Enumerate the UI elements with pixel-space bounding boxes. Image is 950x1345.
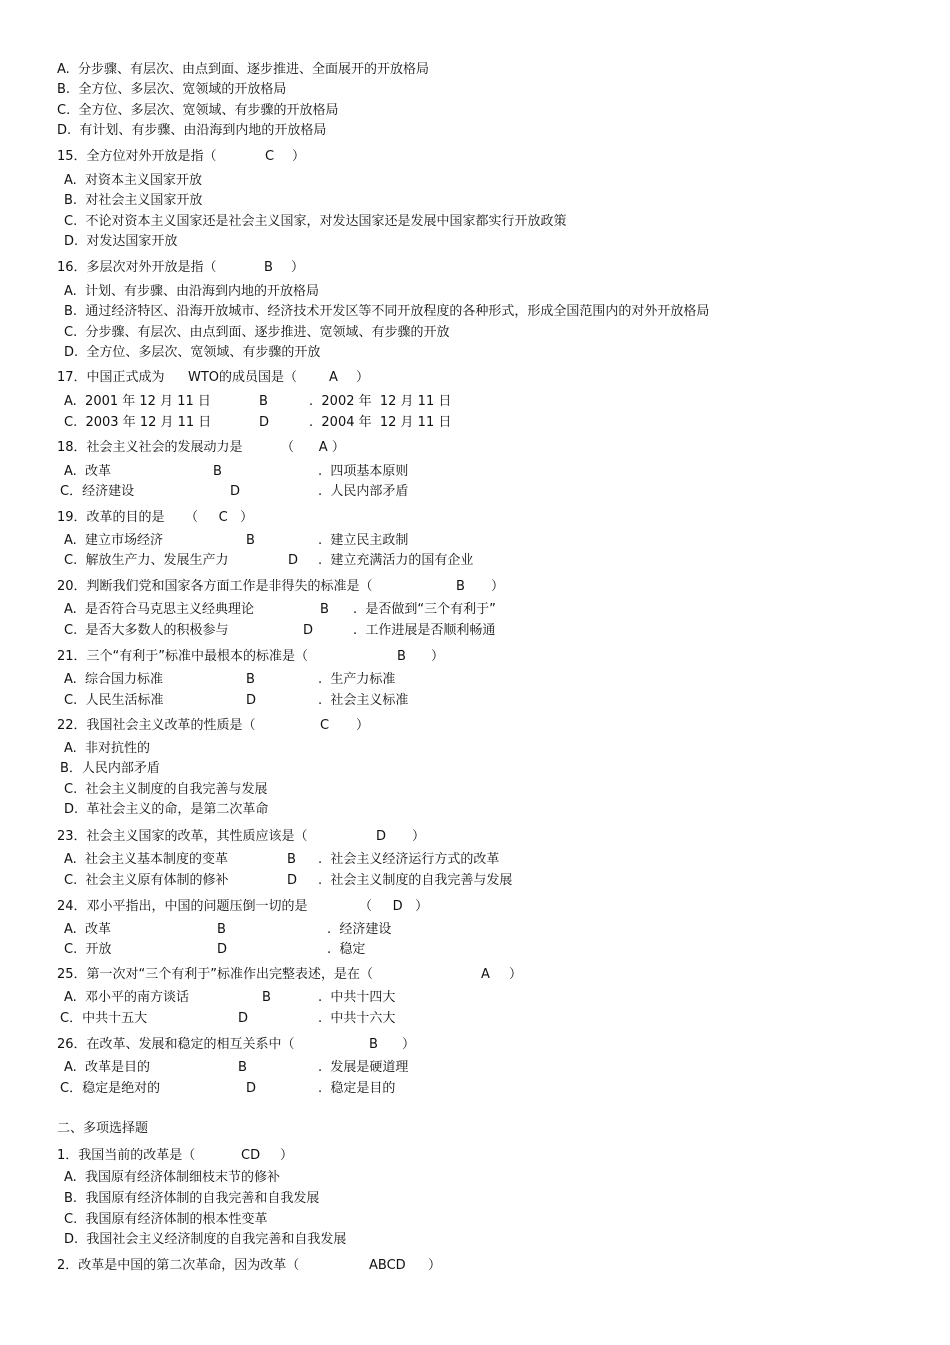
text-line-l39a: A. 改革 (64, 922, 112, 937)
text-line-l07: B. 对社会主义国家开放 (64, 193, 203, 208)
text-line-l37a: C. 社会主义原有体制的修补 (64, 873, 229, 888)
text-line-l29a: C. 人民生活标准 (64, 693, 164, 708)
text-line-l45c: . 发展是硬道理 (318, 1060, 409, 1075)
text-line-m2: 2．改革是中国的第二次革命，因为改革（ (57, 1258, 300, 1273)
text-line-l31: A. 非对抗性的 (64, 741, 151, 756)
text-line-l14: D. 全方位、多层次、宽领域、有步骤的开放 (64, 345, 321, 360)
text-line-l19b: B (213, 464, 222, 479)
text-line-l42c: . 中共十四大 (318, 990, 396, 1005)
text-line-l04: D. 有计划、有步骤、由沿海到内地的开放格局 (57, 123, 327, 138)
text-line-l37c: . 社会主义制度的自我完善与发展 (318, 873, 513, 888)
text-line-q15a: C (265, 149, 275, 164)
text-line-l36c: . 社会主义经济运行方式的改革 (318, 852, 500, 867)
text-line-l16a: A. 2001 年 12 月 11 日 (64, 394, 211, 409)
text-line-l36a: A. 社会主义基本制度的变革 (64, 852, 229, 867)
text-line-q24a: （ D ） (359, 899, 429, 914)
text-line-l40c: . 稳定 (327, 942, 366, 957)
text-line-l25c: . 是否做到“三个有利于” (353, 602, 496, 617)
text-line-q16c: ） (291, 260, 305, 275)
text-line-l39b: B (217, 922, 226, 937)
text-line-l25b: B (320, 602, 329, 617)
text-line-m2c: ） (428, 1258, 442, 1273)
text-line-l01: A. 分步骤、有层次、由点到面、逐步推进、全面展开的开放格局 (57, 62, 430, 77)
text-line-l52: D. 我国社会主义经济制度的自我完善和自我发展 (64, 1232, 347, 1247)
text-line-q26a: B (369, 1037, 378, 1052)
text-line-l03: C. 全方位、多层次、宽领域、有步骤的开放格局 (57, 103, 339, 118)
text-line-l06: A. 对资本主义国家开放 (64, 173, 203, 188)
text-line-l22a: A. 建立市场经济 (64, 533, 164, 548)
text-line-q26: 26．在改革、发展和稳定的相互关系中（ (57, 1037, 295, 1052)
text-line-q20c: ） (491, 579, 505, 594)
text-line-l20a: C．经济建设 (60, 484, 135, 499)
text-line-m1a: CD (241, 1148, 261, 1163)
text-line-l09: D. 对发达国家开放 (64, 234, 178, 249)
text-line-l17a: C. 2003 年 12 月 11 日 (64, 415, 212, 430)
text-line-q25: 25．第一次对“三个有利于”标准作出完整表述，是在（ (57, 967, 374, 982)
text-line-q21: 21．三个“有利于”标准中最根本的标准是（ (57, 649, 309, 664)
text-line-l26a: C. 是否大多数人的积极参与 (64, 623, 229, 638)
text-line-l22b: B (246, 533, 255, 548)
text-line-l23b: D (288, 553, 299, 568)
text-line-q19: 19．改革的目的是 (57, 510, 165, 525)
text-line-l19c: . 四项基本原则 (318, 464, 409, 479)
text-line-l49: A. 我国原有经济体制细枝末节的修补 (64, 1170, 281, 1185)
text-line-q19a: （ C ） (185, 510, 254, 525)
text-line-l13: C. 分步骤、有层次、由点到面、逐步推进、宽领域、有步骤的开放 (64, 325, 450, 340)
text-line-l02: B. 全方位、多层次、宽领域的开放格局 (57, 82, 287, 97)
text-line-q22a: C (320, 718, 330, 733)
text-line-l17b: D (259, 415, 270, 430)
text-line-q22c: ） (356, 718, 370, 733)
text-line-l36b: B (287, 852, 296, 867)
text-line-l25a: A. 是否符合马克思主义经典理论 (64, 602, 255, 617)
text-line-l45b: B (238, 1060, 247, 1075)
text-line-q23a: D (376, 829, 387, 844)
text-line-q17a: A (329, 370, 338, 385)
text-line-l32: B．人民内部矛盾 (60, 761, 160, 776)
text-line-q25a: A (481, 967, 490, 982)
text-line-q17: 17．中国正式成为 (57, 370, 165, 385)
text-line-q26c: ） (402, 1037, 416, 1052)
text-line-l28b: B (246, 672, 255, 687)
text-line-l40a: C. 开放 (64, 942, 112, 957)
text-line-q23c: ） (412, 829, 426, 844)
text-line-l20c: . 人民内部矛盾 (318, 484, 409, 499)
text-line-m1c: ） (280, 1148, 294, 1163)
text-line-l22c: . 建立民主政制 (318, 533, 409, 548)
text-line-m1: 1．我国当前的改革是（ (57, 1148, 196, 1163)
text-line-q17c: ） (356, 370, 370, 385)
text-line-l20b: D (230, 484, 241, 499)
text-line-l11: A. 计划、有步骤、由沿海到内地的开放格局 (64, 284, 320, 299)
text-line-q20: 20．判断我们党和国家各方面工作是非得失的标准是（ (57, 579, 373, 594)
text-line-q15: 15．全方位对外开放是指（ (57, 149, 217, 164)
text-line-l42a: A. 邓小平的南方谈话 (64, 990, 190, 1005)
text-line-q16: 16．多层次对外开放是指（ (57, 260, 217, 275)
text-line-l33: C. 社会主义制度的自我完善与发展 (64, 782, 268, 797)
text-line-m2a: ABCD (369, 1258, 406, 1273)
text-line-l28a: A. 综合国力标准 (64, 672, 164, 687)
text-line-l51: C. 我国原有经济体制的根本性变革 (64, 1212, 268, 1227)
text-line-l19a: A. 改革 (64, 464, 112, 479)
text-line-l43b: D (238, 1011, 249, 1026)
text-line-l46c: . 稳定是目的 (318, 1081, 396, 1096)
text-line-l29c: . 社会主义标准 (318, 693, 409, 708)
text-line-l39c: . 经济建设 (327, 922, 392, 937)
text-line-l50: B. 我国原有经济体制的自我完善和自我发展 (64, 1191, 320, 1206)
text-line-l45a: A. 改革是目的 (64, 1060, 151, 1075)
text-line-l12: B. 通过经济特区、沿海开放城市、经济技术开发区等不同开放程度的各种形式，形成全国范围内的对外开放格局 (64, 304, 710, 319)
text-line-l46a: C．稳定是绝对的 (60, 1081, 161, 1096)
text-line-l16c: . 2002 年 12 月 11 日 (309, 394, 452, 409)
text-line-l46b: D (246, 1081, 257, 1096)
text-line-l26b: D (303, 623, 314, 638)
text-line-q18a: （ A ） (281, 440, 345, 455)
text-line-l34: D. 革社会主义的命，是第二次革命 (64, 802, 269, 817)
text-line-l37b: D (287, 873, 298, 888)
text-line-l43a: C．中共十五大 (60, 1011, 148, 1026)
text-line-l26c: . 工作进展是否顺利畅通 (353, 623, 496, 638)
text-line-l16b: B (259, 394, 268, 409)
text-line-l17c: . 2004 年 12 月 11 日 (309, 415, 452, 430)
text-line-h2: 二、多项选择题 (57, 1121, 149, 1136)
text-line-l28c: . 生产力标准 (318, 672, 396, 687)
text-line-l08: C. 不论对资本主义国家还是社会主义国家，对发达国家还是发展中国家都实行开放政策 (64, 214, 567, 229)
text-line-q15c: ） (292, 149, 306, 164)
text-line-q24: 24．邓小平指出，中国的问题压倒一切的是 (57, 899, 308, 914)
text-line-q16a: B (264, 260, 273, 275)
text-line-l42b: B (262, 990, 271, 1005)
text-line-l43c: . 中共十六大 (318, 1011, 396, 1026)
text-line-l40b: D (217, 942, 228, 957)
text-line-l29b: D (246, 693, 257, 708)
text-line-q21a: B (397, 649, 406, 664)
text-line-q25c: ） (509, 967, 523, 982)
text-line-q23: 23．社会主义国家的改革，其性质应该是（ (57, 829, 308, 844)
text-line-q18: 18．社会主义社会的发展动力是 (57, 440, 243, 455)
text-line-q17b: WTO的成员国是（ (188, 370, 298, 385)
text-line-l23a: C. 解放生产力、发展生产力 (64, 553, 229, 568)
text-line-q21c: ） (431, 649, 445, 664)
text-line-l23c: . 建立充满活力的国有企业 (318, 553, 474, 568)
text-line-q20a: B (456, 579, 465, 594)
text-line-q22: 22．我国社会主义改革的性质是（ (57, 718, 256, 733)
